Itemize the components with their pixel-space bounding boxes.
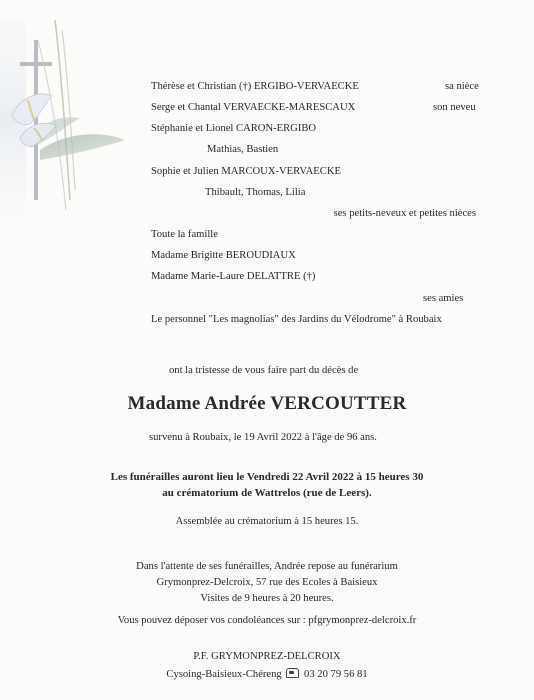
- rest-address: Grymonprez-Delcroix, 57 rue des Ecoles à Baisieux: [156, 577, 378, 588]
- deceased-name: [0, 394, 534, 413]
- family-name-line: Thibault, Thomas, Lilia: [205, 187, 306, 198]
- family-name-line: Madame Brigitte BEROUDIAUX: [151, 250, 296, 261]
- death-info: survenu à Roubaix, le 19 Avril 2022 à l'âge de 96 ans.: [149, 432, 377, 443]
- wheat-stalk: [55, 20, 70, 200]
- family-relation: ses amies: [423, 293, 464, 304]
- family-name-line: Mathias, Bastien: [207, 144, 279, 155]
- announcement-intro: ont la tristesse de vous faire part du décès de: [169, 365, 359, 376]
- family-name-line: Thérèse et Christian (†) ERGIBO-VERVAECKE: [151, 81, 359, 92]
- assembly-time: Assemblée au crématorium à 15 heures 15.: [175, 516, 359, 527]
- family-name-line: Serge et Chantal VERVAECKE-MARESCAUX: [151, 102, 356, 113]
- family-relation: son neveu: [433, 102, 476, 113]
- family-name-line: Le personnel "Les magnolias" des Jardins du Vélodrome" à Roubaix: [151, 314, 442, 325]
- deceased-surname: VERCOUTTER: [270, 393, 407, 414]
- family-name-line: Toute la famille: [151, 229, 218, 240]
- family-name-line: Madame Marie-Laure DELATTRE (†): [151, 271, 316, 282]
- rest-info: Dans l'attente de ses funérailles, Andrée repose au funérarium: [136, 561, 398, 572]
- family-relation: sa nièce: [445, 81, 479, 92]
- cross-and-lilies-decoration: [0, 20, 140, 220]
- family-name-line: Sophie et Julien MARCOUX-VERVAECKE: [151, 166, 341, 177]
- leaf-shape: [40, 134, 125, 160]
- company-locality: Cysoing-Baisieux-Chéreng: [166, 669, 282, 680]
- family-name-line: Stéphanie et Lionel CARON-ERGIBO: [151, 123, 317, 134]
- funeral-location: au crématorium de Wattrelos (rue de Leers).: [162, 487, 372, 499]
- phone-icon: [286, 668, 299, 678]
- funeral-details: Les funérailles auront lieu le Vendredi 22 Avril 2022 à 15 heures 30: [110, 471, 424, 483]
- visiting-hours: Visites de 9 heures à 20 heures.: [200, 593, 334, 604]
- condolences-info: Vous pouvez déposer vos condoléances sur : pfgrymonprez-delcroix.fr: [117, 615, 417, 626]
- funeral-company: P.F. GRYMONPREZ-DELCROIX: [193, 651, 341, 662]
- company-phone: 03 20 79 56 81: [304, 669, 368, 680]
- deceased-title: Madame Andrée: [127, 393, 266, 414]
- company-contact: [0, 668, 534, 681]
- cross-horizontal: [20, 62, 52, 66]
- family-relation: ses petits-neveux et petites nièces: [333, 208, 476, 219]
